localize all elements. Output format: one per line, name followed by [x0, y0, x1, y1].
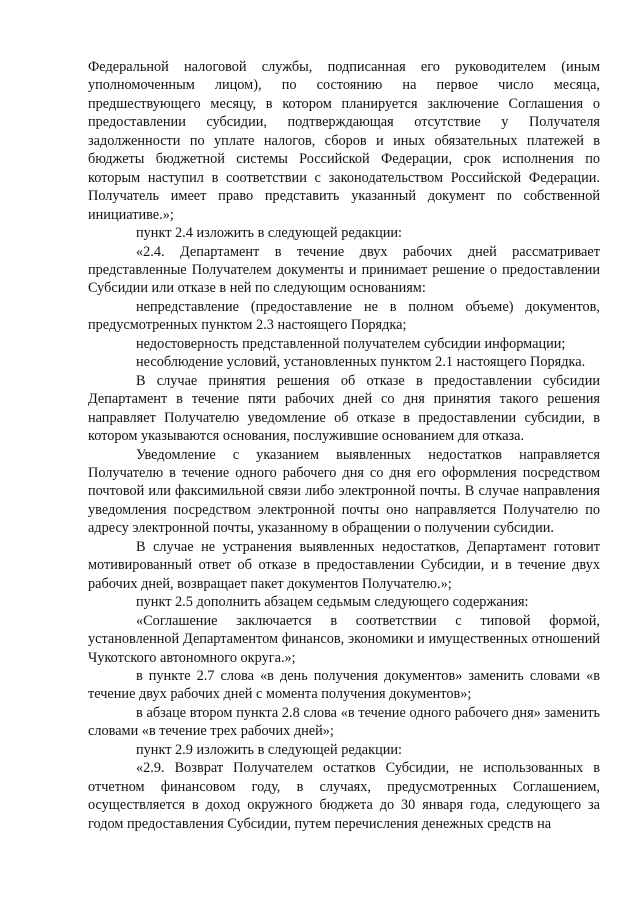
- paragraph-2: пункт 2.4 изложить в следующей редакции:: [136, 225, 403, 242]
- paragraph-14: пункт 2.9 изложить в следующей редакции:: [136, 741, 403, 758]
- paragraph-11: «Соглашение заключается в соответствии с типовой формой, установленной Департаментом финансов, экономики и имущественных отношений Чукотского автономного округа.»;: [88, 612, 600, 666]
- paragraph-8: Уведомление с указанием выявленных недостатков направляется Получателю в течение одного рабочего дня со дня его оформления посредством почтовой или факсимильной связи либо электронной почты. В случае направления уведомления посредством электронной почты оно направляется Получателю по адресу электронной почты, указанному в обращении о получении субсидии.: [88, 446, 600, 537]
- paragraph-12: в пункте 2.7 слова «в день получения документов» заменить словами «в течение двух рабочих дней с момента получения документов»;: [88, 667, 600, 703]
- paragraph-1: Федеральной налоговой службы, подписанная его руководителем (иным уполномоченным лицом), по состоянию на первое число месяца, предшествующего месяцу, в котором планируется заключение Соглашения о предоставлении субсидии, подтверждающая отсутствие у Получателя задолженности по уплате налогов, сборов и иных обязательных платежей в бюджеты бюджетной системы Российской Федерации, срок исполнения по которым наступил в соответствии с законодательством Российской Федерации. Получатель имеет право представить указанный документ по собственной инициативе.»;: [88, 59, 600, 223]
- paragraph-13: в абзаце втором пункта 2.8 слова «в течение одного рабочего дня» заменить словами «в течение трех рабочих дней»;: [88, 704, 600, 740]
- paragraph-7: В случае принятия решения об отказе в предоставлении субсидии Департамент в течение пяти рабочих дней со дня принятия такого решения направляет Получателю уведомление об отказе в предоставлении субсидии, в котором указываются основания, послужившие основанием для отказа.: [88, 372, 600, 445]
- paragraph-6: несоблюдение условий, установленных пунктом 2.1 настоящего Порядка.: [136, 354, 586, 371]
- paragraph-3: «2.4. Департамент в течение двух рабочих дней рассматривает представленные Получателем документы и принимает решение о предоставлении Субсидии или отказе в ней по следующим основаниям:: [88, 243, 600, 297]
- document-page: [88, 58, 600, 833]
- paragraph-15: «2.9. Возврат Получателем остатков Субсидии, не использованных в отчетном финансовом году, в случаях, предусмотренных Соглашением, осуществляется в доход окружного бюджета до 30 января года, следующего за годом предоставления Субсидии, путем перечисления денежных средств на: [88, 760, 600, 832]
- paragraph-10: пункт 2.5 дополнить абзацем седьмым следующего содержания:: [136, 594, 529, 611]
- paragraph-9: В случае не устранения выявленных недостатков, Департамент готовит мотивированный ответ об отказе в предоставлении Субсидии, и в течение двух рабочих дней, возвращает пакет документов Получателю.»;: [88, 538, 600, 592]
- paragraph-5: недостоверность представленной получателем субсидии информации;: [136, 335, 566, 352]
- paragraph-4: непредставление (предоставление не в полном объеме) документов, предусмотренных пунктом 2.3 настоящего Порядка;: [88, 298, 600, 334]
